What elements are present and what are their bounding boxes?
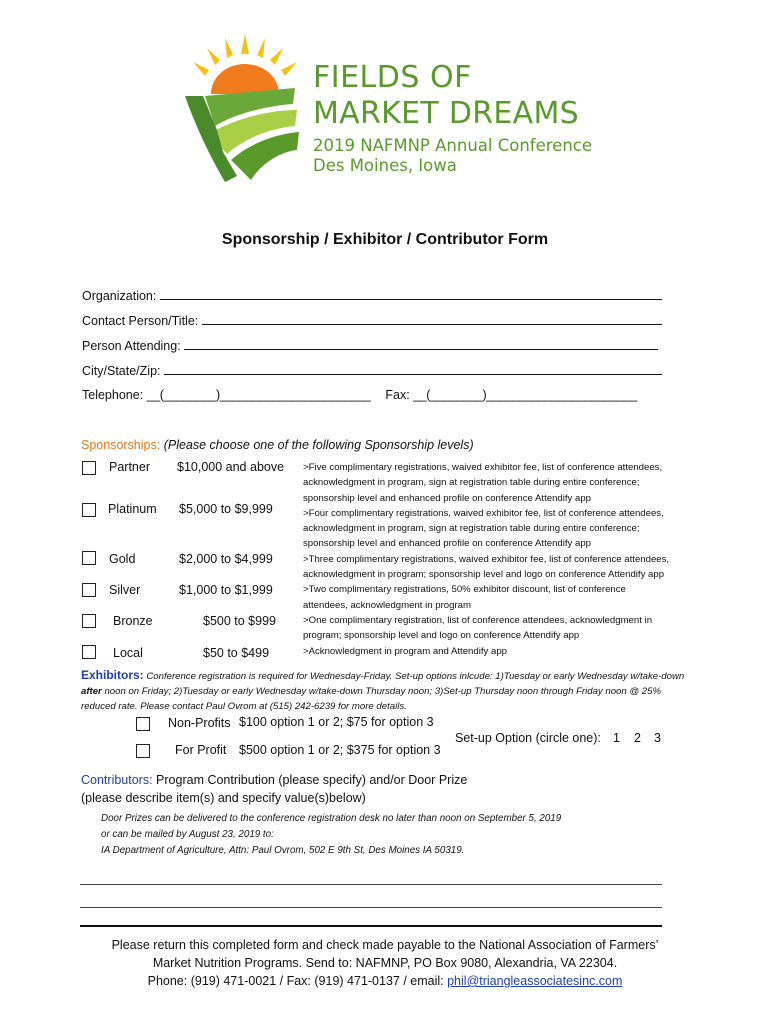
- footer-divider: [80, 924, 662, 927]
- benefit-line: >Five complimentary registrations, waived exhibitor fee, list of conference attendees,: [303, 462, 663, 473]
- telephone-blank[interactable]: __(________)_______________________: [146, 388, 371, 402]
- benefit-line: >Four complimentary registrations, waived exhibitor fee, list of conference attendees,: [303, 507, 664, 519]
- logo-subtitle-line1: 2019 NAFMNP Annual Conference: [313, 136, 593, 155]
- sponsorships-instruction: (Please choose one of the following Sponsorship levels): [163, 438, 474, 452]
- door-prize-note: [101, 811, 561, 859]
- local-level-amount: $50 to $499: [203, 646, 270, 660]
- exhibitors-paragraph: [81, 668, 691, 714]
- city-field[interactable]: [82, 363, 662, 378]
- benefit-line: acknowledgment in program, sign at registration table during entire conference;: [303, 523, 640, 535]
- contributors-heading: Contributors:: [81, 773, 153, 787]
- benefit-line: >Three complimentary registrations, waived exhibitor fee, list of conference attendees,: [303, 553, 670, 565]
- silver-level-amount: $1,000 to $1,999: [179, 583, 273, 597]
- local-level-name: Local: [113, 646, 143, 660]
- city-label: City/State/Zip:: [82, 364, 161, 378]
- bronze-level-name: Bronze: [113, 614, 153, 628]
- fax-blank[interactable]: __(________)_______________________: [413, 388, 637, 402]
- platinum-checkbox[interactable]: [82, 503, 96, 517]
- platinum-level-amount: $5,000 to $9,999: [179, 502, 273, 516]
- logo-subtitle-line2: Des Moines, Iowa: [313, 156, 457, 175]
- benefit-line: >One complimentary registration, list of conference attendees, acknowledgment in: [303, 614, 653, 626]
- contact-field[interactable]: [82, 313, 662, 328]
- exhibitors-heading: Exhibitors:: [81, 668, 144, 682]
- setup-choice-3[interactable]: 3: [654, 731, 661, 745]
- partner-level-name: Partner: [109, 460, 150, 474]
- logo-title-line2: MARKET DREAMS: [313, 96, 579, 131]
- setup-choice-2[interactable]: 2: [634, 731, 641, 745]
- non-profit-option-name: Non-Profits: [168, 716, 231, 730]
- city-input-line[interactable]: [164, 363, 662, 375]
- contact-input-line[interactable]: [202, 313, 662, 325]
- non-profit-checkbox[interactable]: [136, 717, 150, 731]
- footer-line1: Please return this completed form and check made payable to the National Association of Farmers’: [111, 938, 659, 952]
- logo-title-line1: FIELDS OF: [313, 60, 472, 95]
- organization-label: Organization:: [82, 289, 157, 303]
- partner-checkbox[interactable]: [82, 461, 96, 475]
- person-attending-label: Person Attending:: [82, 339, 181, 353]
- door-prize-line1: Door Prizes can be delivered to the conference registration desk no later than noon on September 5, 2019: [101, 813, 562, 824]
- exhibitors-text-a: Conference registration is required for Wednesday-Friday. Set-up options inlcude: 1)Tuesday or early Wednesday w/take-down: [146, 671, 685, 682]
- email-link[interactable]: phil@triangleassociatesinc.com: [447, 974, 623, 988]
- contributors-section: [81, 771, 467, 807]
- bronze-level-amount: $500 to $999: [203, 614, 276, 628]
- sponsorships-heading: Sponsorships:: [81, 438, 161, 452]
- telephone-label: Telephone:: [82, 388, 144, 402]
- benefit-line: acknowledgment in program; sponsorship level and logo on conference Attendify app: [303, 569, 665, 581]
- silver-checkbox[interactable]: [82, 583, 96, 597]
- door-prize-line2: or can be mailed by August 23, 2019 to:: [101, 829, 274, 840]
- person-attending-input-line[interactable]: [184, 338, 658, 350]
- silver-level-name: Silver: [109, 583, 141, 597]
- setup-option-label: Set-up Option (circle one):: [455, 731, 601, 745]
- description-line-1[interactable]: [80, 883, 662, 885]
- contributors-line1: Program Contribution (please specify) and/or Door Prize: [156, 773, 468, 787]
- form-title: Sponsorship / Exhibitor / Contributor Form: [221, 231, 549, 248]
- organization-field[interactable]: [82, 288, 662, 303]
- contributors-line2: (please describe item(s) and specify value(s)below): [81, 791, 366, 805]
- footer-line2: Market Nutrition Programs. Send to: NAFMNP, PO Box 9080, Alexandria, VA 22304.: [152, 956, 618, 970]
- for-profit-option-name: For Profit: [175, 743, 227, 757]
- description-line-2[interactable]: [80, 906, 662, 908]
- local-checkbox[interactable]: [82, 645, 96, 659]
- gold-level-amount: $2,000 to $4,999: [179, 552, 273, 566]
- platinum-level-name: Platinum: [108, 502, 157, 516]
- footer-line3: Phone: (919) 471-0021 / Fax: (919) 471-0137 / email:: [147, 974, 448, 988]
- benefit-line: >Acknowledgment in program and Attendify app: [303, 645, 507, 657]
- gold-level-name: Gold: [109, 552, 136, 566]
- for-profit-checkbox[interactable]: [136, 744, 150, 758]
- conference-logo-icon: [175, 26, 315, 186]
- contact-label: Contact Person/Title:: [82, 314, 199, 328]
- setup-choice-1[interactable]: 1: [613, 731, 620, 745]
- bronze-checkbox[interactable]: [82, 614, 96, 628]
- non-profit-option-price: $100 option 1 or 2; $75 for option 3: [239, 715, 434, 729]
- benefit-line: program; sponsorship level and logo on conference Attendify app: [303, 630, 580, 642]
- door-prize-address: IA Department of Agriculture, Attn: Paul Ovrom, 502 E 9th St, Des Moines IA 50319.: [101, 845, 465, 856]
- fax-label: Fax:: [385, 388, 410, 402]
- exhibitors-text-bold: after: [81, 686, 102, 697]
- sponsorships-heading-row: [81, 438, 474, 452]
- person-attending-field[interactable]: [82, 338, 658, 353]
- organization-input-line[interactable]: [160, 288, 662, 300]
- benefit-line: sponsorship level and enhanced profile on conference Attendify app: [303, 492, 592, 504]
- gold-checkbox[interactable]: [82, 551, 96, 565]
- partner-level-amount: $10,000 and above: [177, 460, 285, 474]
- benefit-line: acknowledgment in program, sign at registration table during entire conference;: [303, 477, 640, 489]
- telephone-field[interactable]: [82, 388, 637, 402]
- benefit-line: sponsorship level and enhanced profile on conference Attendify app: [303, 538, 592, 550]
- benefit-line: >Two complimentary registrations, 50% exhibitor discount, list of conference: [303, 584, 626, 596]
- sponsorship-benefits: [303, 460, 723, 659]
- for-profit-option-price: $500 option 1 or 2; $375 for option 3: [239, 743, 441, 757]
- benefit-line: attendees, acknowledgment in program: [303, 599, 471, 611]
- return-instructions: [0, 936, 770, 990]
- exhibitors-text-b: noon on Friday; 2)Tuesday or early Wednesday w/take-down Thursday noon; 3)Set-up Thursday noon through Friday noon @ 25% reduced rate. Please contact Paul Ovrom at (515) 242-6239 for more details.: [81, 686, 661, 712]
